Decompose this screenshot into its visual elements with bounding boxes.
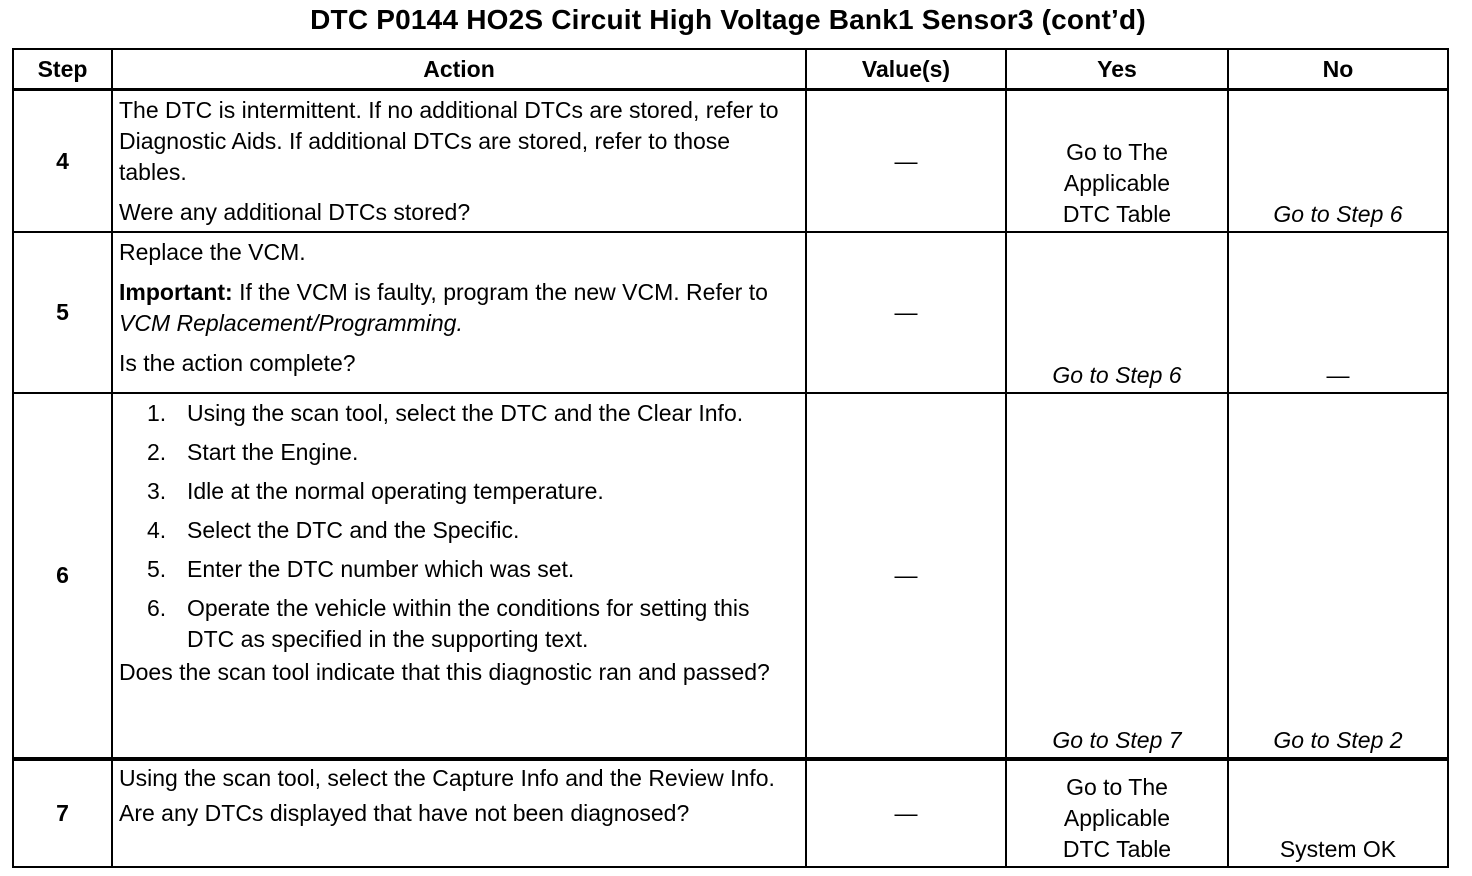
table-row [13, 393, 1448, 759]
action-question: Is the action complete? [119, 350, 356, 376]
yes-cell: Go to Step 6 [1006, 232, 1228, 393]
no-cell: — [1228, 232, 1448, 393]
list-item: 3. Idle at the normal operating temperature. [147, 478, 604, 504]
step-number: 4 [13, 90, 112, 233]
action-question: Does the scan tool indicate that this diagnostic ran and passed? [119, 659, 770, 685]
header-step: Step [13, 49, 112, 90]
no-cell: System OK [1228, 759, 1448, 867]
list-item: 6. Operate the vehicle within the conditions for setting this DTC as specified in the supporting text. [147, 595, 750, 652]
action-cell [112, 393, 806, 759]
action-text: The DTC is intermittent. If no additional DTCs are stored, refer to Diagnostic Aids. If additional DTCs are stored, refer to those tables. [119, 97, 779, 185]
step-number: 6 [13, 393, 112, 759]
substep-list [119, 398, 799, 655]
value-cell: — [806, 232, 1006, 393]
action-question: Were any additional DTCs stored? [119, 199, 471, 225]
action-cell [112, 232, 806, 393]
action-text: Replace the VCM. [119, 239, 306, 265]
value-cell: — [806, 90, 1006, 233]
header-values: Value(s) [806, 49, 1006, 90]
no-cell: Go to Step 2 [1228, 393, 1448, 759]
yes-cell: Go to Step 7 [1006, 393, 1228, 759]
list-item: 4. Select the DTC and the Specific. [147, 517, 520, 543]
list-item: 1. Using the scan tool, select the DTC and the Clear Info. [147, 400, 744, 426]
table-row [13, 232, 1448, 393]
table-row [13, 759, 1448, 867]
header-yes: Yes [1006, 49, 1228, 90]
page-title: DTC P0144 HO2S Circuit High Voltage Bank1 Sensor3 (cont’d) [310, 4, 1146, 35]
no-cell: Go to Step 6 [1228, 90, 1448, 233]
important-text: If the VCM is faulty, program the new VCM. Refer to [239, 279, 768, 305]
value-cell: — [806, 393, 1006, 759]
yes-cell: Go to The Applicable DTC Table [1006, 759, 1228, 867]
list-item: 5. Enter the DTC number which was set. [147, 556, 575, 582]
header-no: No [1228, 49, 1448, 90]
yes-cell: Go to The Applicable DTC Table [1006, 90, 1228, 233]
reference-link: VCM Replacement/Programming. [119, 310, 463, 336]
important-note [119, 277, 799, 339]
value-cell: — [806, 759, 1006, 867]
table-row [13, 90, 1448, 233]
header-row [13, 49, 1448, 90]
action-cell [112, 90, 806, 233]
step-number: 7 [13, 759, 112, 867]
step-number: 5 [13, 232, 112, 393]
list-item: 2. Start the Engine. [147, 439, 359, 465]
header-action: Action [112, 49, 806, 90]
important-label: Important: [119, 279, 233, 305]
action-question: Are any DTCs displayed that have not been diagnosed? [119, 800, 690, 826]
diagnostic-table [12, 48, 1449, 868]
action-text: Using the scan tool, select the Capture Info and the Review Info. [119, 765, 775, 791]
action-cell [112, 759, 806, 867]
